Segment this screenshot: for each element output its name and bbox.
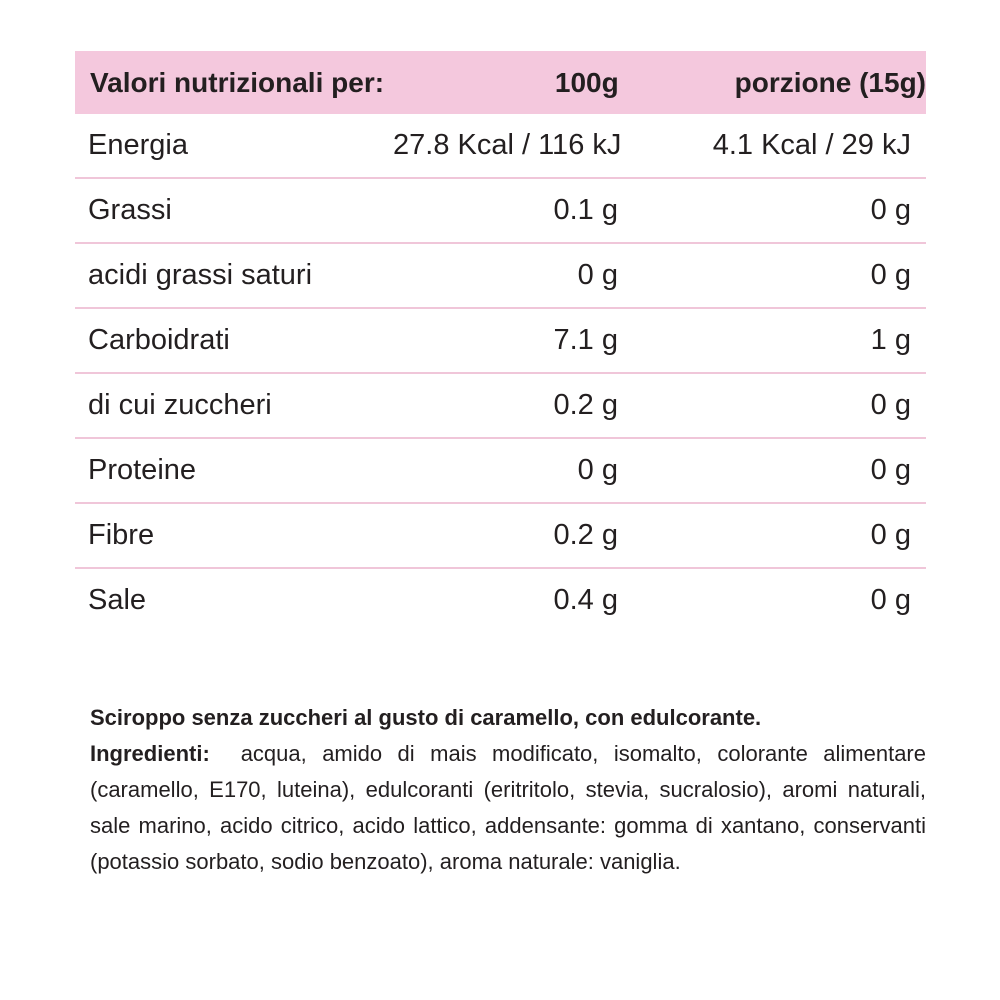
table-row [75,439,926,504]
ingredients-text: acqua, amido di mais modificato, isomalto, colorante alimentare (caramello, E170, luteina), edulcoranti (eritritolo, stevia, sucralosio), aromi naturali, sale marino, acido citrico, acido lattico, addensante: gomma di xantano, conservanti (potassio sorbato, sodio benzoato), aroma naturale: vaniglia. [90,741,926,874]
nutrient-per-100g: 0.2 g [553,389,618,421]
nutrient-label: Carboidrati [88,324,230,356]
table-row [75,179,926,244]
nutrient-per-100g: 0.4 g [553,584,618,616]
nutrition-table [75,51,926,632]
nutrient-label: acidi grassi saturi [88,259,313,291]
header-per-portion: porzione (15g) [734,66,926,98]
nutrient-per-100g: 0 g [577,259,618,291]
nutrient-per-100g: 27.8 Kcal / 116 kJ [393,129,622,161]
table-row [75,309,926,374]
nutrient-per-portion: 0 g [870,389,911,421]
nutrient-per-portion: 0 g [870,194,911,226]
nutrient-per-100g: 0.1 g [553,194,618,226]
nutrient-label: Grassi [88,194,172,226]
product-description [90,700,926,880]
header-label: Valori nutrizionali per: [90,66,385,98]
nutrient-per-portion: 1 g [870,324,911,356]
nutrient-per-portion: 0 g [870,259,911,291]
ingredients-paragraph [90,736,926,880]
table-row [75,114,926,179]
nutrient-per-100g: 0.2 g [553,519,618,551]
nutrient-per-portion: 0 g [870,519,911,551]
nutrient-label: Energia [88,129,188,161]
nutrient-per-portion: 4.1 Kcal / 29 kJ [712,129,911,161]
header-per-100g: 100g [554,66,619,98]
table-row [75,244,926,309]
nutrient-label: Fibre [88,519,155,551]
product-title: Sciroppo senza zuccheri al gusto di caramello, con edulcorante. [90,705,762,730]
ingredients-label: Ingredienti: [90,741,210,766]
nutrient-label: di cui zuccheri [88,389,272,421]
table-row [75,569,926,632]
table-row [75,504,926,569]
nutrient-per-100g: 7.1 g [553,324,618,356]
nutrient-label: Sale [88,584,147,616]
nutrient-per-portion: 0 g [870,454,911,486]
table-row [75,374,926,439]
nutrition-table-header [75,51,926,114]
nutrient-per-portion: 0 g [870,584,911,616]
nutrient-per-100g: 0 g [577,454,618,486]
nutrient-label: Proteine [88,454,197,486]
